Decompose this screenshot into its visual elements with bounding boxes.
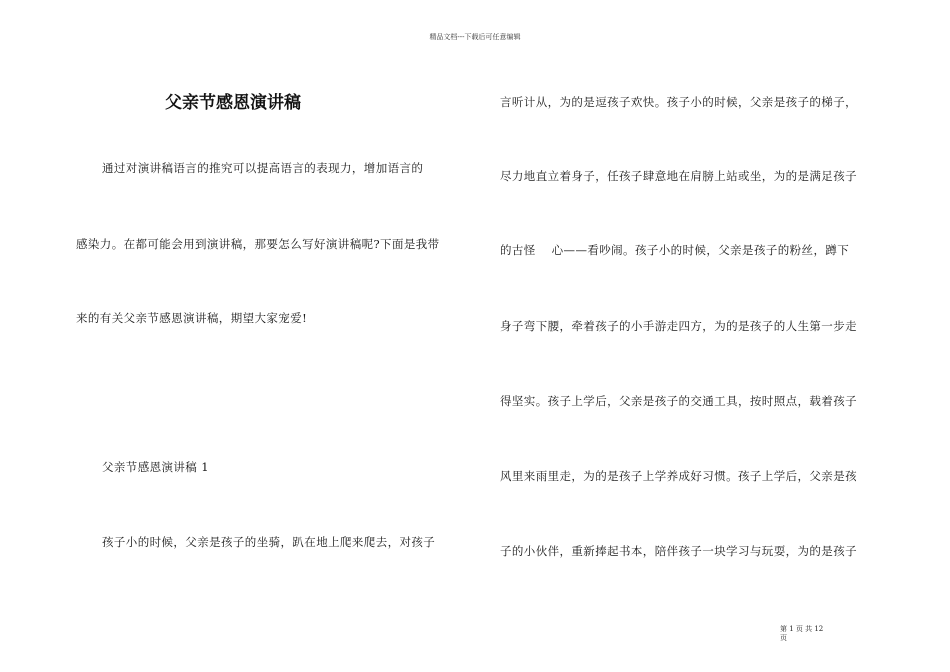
page-header: 精品文档---下载后可任意编辑	[429, 33, 521, 41]
page-number-line: 第 1 页 共 12	[780, 625, 824, 633]
document-title: 父亲节感恩演讲稿	[165, 93, 301, 113]
paragraph-line: 得坚实。孩子上学后，父亲是孩子的交通工具，按时照点，载着孩子	[500, 394, 857, 408]
paragraph-line: 来的有关父亲节感恩演讲稿，期望大家宠爱!	[76, 311, 308, 325]
paragraph-line: 言听计从，为的是逗孩子欢快。孩子小的时候，父亲是孩子的梯子，	[500, 95, 857, 109]
paragraph-line: 尽力地直立着身子，任孩子肆意地在肩膀上站或坐，为的是满足孩子	[500, 169, 857, 183]
paragraph-line: 风里来雨里走，为的是孩子上学养成好习惯。孩子上学后，父亲是孩	[500, 469, 857, 483]
paragraph-line: 子的小伙伴，重新捧起书本，陪伴孩子一块学习与玩耍，为的是孩子	[500, 544, 857, 558]
page-number	[780, 625, 840, 643]
section-heading: 父亲节感恩演讲稿 1	[102, 460, 209, 474]
paragraph-line: 感染力。在都可能会用到演讲稿，那要怎么写好演讲稿呢?下面是我带	[76, 237, 440, 251]
paragraph-line: 通过对演讲稿语言的推究可以提高语言的表现力，增加语言的	[102, 161, 424, 175]
paragraph-line: 身子弯下腰，牵着孩子的小手游走四方，为的是孩子的人生第一步走	[500, 319, 857, 333]
page-number-line: 页	[780, 634, 787, 642]
paragraph-line: 的古怪 心——看吵闹。孩子小的时候，父亲是孩子的粉丝，蹲下	[500, 243, 850, 257]
paragraph-line: 孩子小的时候，父亲是孩子的坐骑，趴在地上爬来爬去，对孩子	[102, 535, 436, 549]
